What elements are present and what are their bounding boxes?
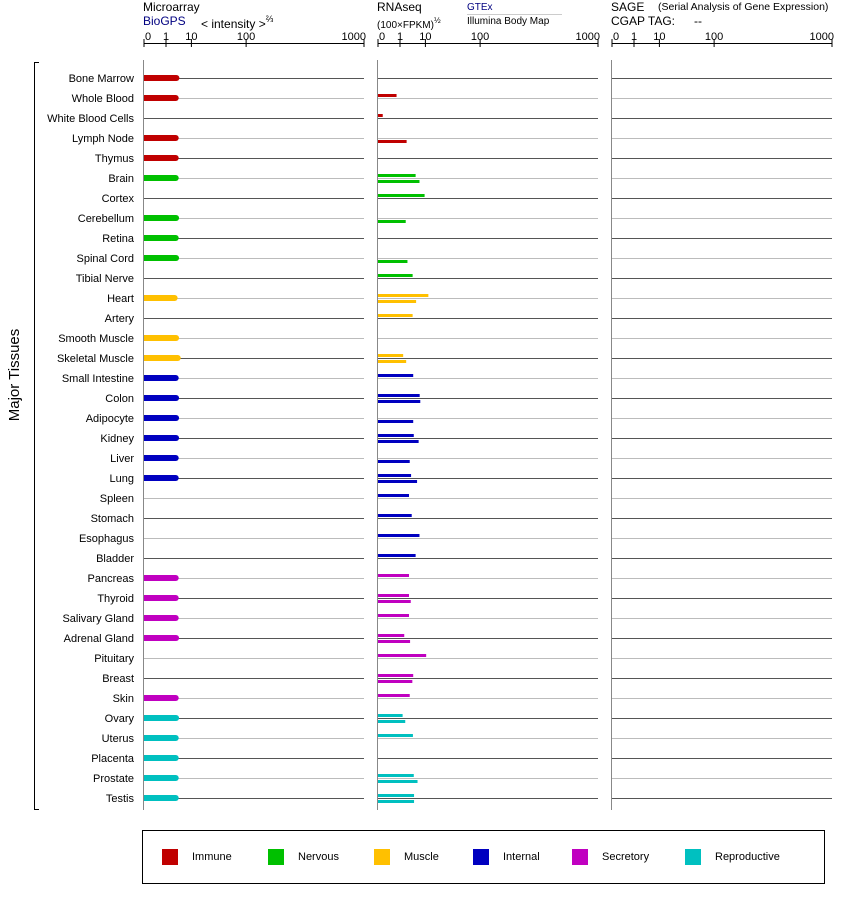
expression-bar-cap (173, 135, 179, 141)
tissue-label: White Blood Cells (47, 113, 134, 125)
expression-bar (378, 614, 409, 617)
microarray-unit-label: < intensity >$^{\frac{2}{3}}$ (201, 14, 274, 31)
tissue-label: Lung (109, 473, 134, 485)
tissue-label: Whole Blood (71, 93, 134, 105)
x-tick-label: 0 (613, 31, 620, 43)
expression-bar (378, 260, 407, 263)
tissue-label: Placenta (91, 753, 134, 765)
expression-bar (144, 255, 176, 261)
expression-bar-cap (173, 735, 179, 741)
tissue-label: Breast (102, 673, 134, 685)
expression-bar (378, 440, 419, 443)
tissue-label: Kidney (100, 433, 134, 445)
x-tick-label: 100 (236, 31, 256, 43)
expression-bar (378, 114, 383, 117)
expression-bar (378, 474, 411, 477)
expression-bar (144, 215, 176, 221)
expression-bar-cap (173, 695, 179, 701)
legend-label: Immune (192, 851, 232, 863)
expression-bar (144, 775, 176, 781)
expression-bar (378, 400, 420, 403)
expression-bar (144, 375, 176, 381)
expression-bar-cap (173, 435, 179, 441)
expression-bar (378, 374, 413, 377)
legend-item-internal (473, 849, 540, 865)
expression-bar (378, 720, 405, 723)
expression-bar (378, 694, 410, 697)
expression-bar (378, 460, 410, 463)
expression-bar-cap (173, 75, 179, 81)
expression-bar (378, 634, 404, 637)
sage-subtitle: (Serial Analysis of Gene Expression) (658, 1, 829, 13)
expression-bar (144, 95, 176, 101)
tissue-label: Lymph Node (72, 133, 134, 145)
tissue-label: Skeletal Muscle (56, 353, 134, 365)
expression-bar (378, 480, 417, 483)
tissue-label: Pituitary (94, 653, 134, 665)
tissue-label: Adipocyte (85, 413, 134, 425)
tissue-label: Smooth Muscle (58, 333, 134, 345)
tissue-label: Stomach (90, 513, 134, 525)
tissue-label: Cerebellum (77, 213, 134, 225)
expression-bar-cap (173, 415, 179, 421)
expression-bar (378, 394, 420, 397)
legend-swatch (473, 849, 489, 865)
expression-bar (144, 415, 176, 421)
expression-bar (378, 314, 413, 317)
x-tick-label: 1000 (809, 31, 834, 43)
expression-bar (144, 735, 176, 741)
x-tick-label: 100 (470, 31, 490, 43)
x-tick-label: 1 (630, 31, 638, 43)
legend-item-nervous (268, 849, 339, 865)
expression-bar-cap (173, 335, 179, 341)
illumina-body-map-label: Illumina Body Map (467, 16, 550, 27)
legend-label: Nervous (298, 851, 339, 863)
expression-bar (144, 355, 178, 361)
expression-bar (144, 615, 176, 621)
expression-bar (378, 494, 409, 497)
expression-bar (144, 235, 176, 241)
expression-bar (144, 795, 176, 801)
tissue-label: Prostate (93, 773, 134, 785)
expression-bar-cap (173, 615, 179, 621)
expression-bar-cap (173, 95, 179, 101)
expression-bar (378, 800, 414, 803)
tissue-label: Testis (105, 793, 134, 805)
legend (142, 830, 825, 884)
expression-bar-cap (173, 215, 179, 221)
legend-swatch (685, 849, 701, 865)
expression-bar-cap (173, 255, 179, 261)
legend-swatch (374, 849, 390, 865)
legend-swatch (162, 849, 178, 865)
expression-bar (378, 600, 411, 603)
tissue-label: Spleen (99, 493, 134, 505)
expression-bar (378, 360, 406, 363)
expression-bar-cap (173, 175, 179, 181)
tissue-label: Spinal Cord (76, 253, 134, 265)
expression-bar (378, 554, 416, 557)
expression-bar (378, 714, 403, 717)
tissue-label: Liver (110, 453, 134, 465)
expression-bar (378, 180, 419, 183)
tissue-label: Ovary (104, 713, 134, 725)
expression-bar-cap (173, 375, 179, 381)
expression-bar-cap (173, 635, 179, 641)
expression-bar (144, 75, 176, 81)
expression-bar (144, 295, 175, 301)
expression-bar (378, 640, 410, 643)
y-axis-label: Major Tissues (6, 328, 23, 422)
expression-bar-cap (173, 595, 179, 601)
expression-bar (378, 294, 428, 297)
tissue-label: Bladder (96, 553, 134, 565)
expression-bar (144, 395, 176, 401)
expression-bar (378, 514, 412, 517)
expression-bar (144, 595, 176, 601)
expression-bar (144, 635, 176, 641)
tissue-label: Esophagus (78, 533, 134, 545)
expression-bar (378, 654, 426, 657)
expression-bar (378, 574, 409, 577)
legend-label: Internal (503, 851, 540, 863)
biogps-link[interactable]: BioGPS (143, 14, 186, 28)
x-tick-label: 0 (145, 31, 152, 43)
expression-bar (378, 174, 416, 177)
expression-bar-cap (173, 575, 179, 581)
expression-bar (378, 300, 416, 303)
rnaseq-unit-label: (100×FPKM)$^{\frac{1}{2}}$ (377, 16, 441, 31)
tissue-label: Retina (102, 233, 134, 245)
expression-bar-cap (173, 775, 179, 781)
expression-bar-cap (173, 155, 179, 161)
expression-bar (144, 695, 176, 701)
expression-bar (378, 780, 418, 783)
tissue-label: Small Intestine (61, 373, 134, 385)
tissue-label: Thymus (94, 153, 134, 165)
legend-label: Reproductive (715, 851, 780, 863)
expression-bar (378, 274, 413, 277)
expression-bar (144, 715, 176, 721)
tissue-label: Uterus (101, 733, 134, 745)
expression-bar (144, 335, 176, 341)
expression-bar (378, 94, 397, 97)
tissue-label: Salivary Gland (62, 613, 134, 625)
expression-bar-cap (173, 755, 179, 761)
expression-bar (378, 674, 413, 677)
expression-bar (378, 794, 414, 797)
x-tick-label: 1 (396, 31, 404, 43)
expression-bar (144, 435, 176, 441)
expression-bar-cap (172, 295, 178, 301)
expression-bar (378, 194, 425, 197)
cgap-tag-value: -- (694, 14, 702, 28)
expression-bar-cap (173, 395, 179, 401)
legend-swatch (268, 849, 284, 865)
expression-bar-cap (173, 455, 179, 461)
expression-bar (144, 755, 176, 761)
expression-bar (378, 434, 414, 437)
x-tick-label: 10 (419, 31, 432, 43)
legend-label: Muscle (404, 851, 439, 863)
expression-bar (378, 680, 412, 683)
tissue-label: Brain (108, 173, 134, 185)
expression-bar (378, 594, 409, 597)
legend-swatch (572, 849, 588, 865)
rnaseq-title: RNAseq (377, 0, 422, 14)
expression-bar (378, 140, 407, 143)
tissue-label: Pancreas (87, 573, 134, 585)
x-tick-label: 1 (162, 31, 170, 43)
microarray-title: Microarray (143, 0, 200, 14)
expression-bar-cap (173, 795, 179, 801)
tissue-label: Colon (105, 393, 134, 405)
x-tick-label: 1000 (575, 31, 600, 43)
expression-bar (378, 774, 414, 777)
expression-bar (144, 475, 176, 481)
legend-label: Secretory (602, 851, 650, 863)
legend-item-secretory (572, 849, 649, 865)
tissue-label: Tibial Nerve (75, 273, 134, 285)
expression-bar (378, 354, 403, 357)
x-tick-label: 10 (653, 31, 666, 43)
tissue-label: Skin (112, 693, 134, 705)
expression-bar (144, 135, 176, 141)
tissue-label: Artery (104, 313, 134, 325)
tissue-label: Heart (107, 293, 134, 305)
expression-bar-cap (175, 355, 181, 361)
expression-bar-cap (173, 235, 179, 241)
cgap-tag-label: CGAP TAG: (611, 14, 676, 28)
x-tick-label: 1000 (341, 31, 366, 43)
x-tick-label: 0 (379, 31, 386, 43)
expression-bar (144, 455, 176, 461)
x-tick-label: 100 (704, 31, 724, 43)
legend-item-muscle (374, 849, 439, 865)
expression-bar (378, 220, 406, 223)
expression-bar (378, 734, 413, 737)
expression-bar (144, 155, 176, 161)
tissue-label: Bone Marrow (68, 73, 134, 85)
sage-title: SAGE (611, 0, 645, 14)
tissue-label: Adrenal Gland (63, 633, 134, 645)
expression-bar (144, 175, 176, 181)
expression-bar-cap (173, 715, 179, 721)
tissue-label: Thyroid (97, 593, 134, 605)
legend-item-immune (162, 849, 232, 865)
expression-bar-cap (173, 475, 179, 481)
expression-bar (378, 534, 419, 537)
legend-item-reproductive (685, 849, 780, 865)
expression-bar (144, 575, 176, 581)
gtex-link[interactable]: GTEx (467, 2, 493, 13)
expression-bar (378, 420, 413, 423)
x-tick-label: 10 (185, 31, 198, 43)
source-divider (467, 14, 562, 15)
tissue-label: Cortex (101, 193, 134, 205)
